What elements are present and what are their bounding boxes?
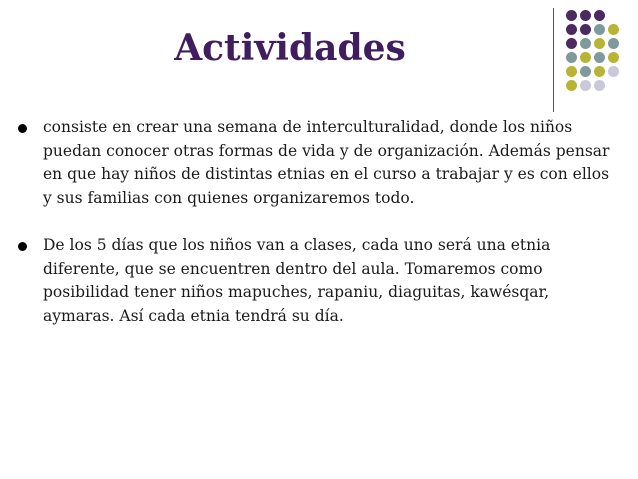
decorative-dot <box>566 66 577 77</box>
decorative-dot <box>594 80 605 91</box>
decorative-dot <box>594 66 605 77</box>
decorative-dot <box>594 38 605 49</box>
decorative-dot <box>580 66 591 77</box>
title-divider-line <box>553 8 554 112</box>
list-item <box>18 234 618 328</box>
decorative-dot <box>608 66 619 77</box>
decorative-dot <box>580 52 591 63</box>
decorative-dot <box>580 24 591 35</box>
decorative-dot <box>594 10 605 21</box>
bullet-text: De los 5 días que los niños van a clases, cada uno será una etnia diferente, que se encuentren dentro del aula. Tomaremos como posibilidad tener niños mapuches, rapaniu, diaguitas, kawésqar, aymaras. Así cada etnia tendrá su día. <box>43 236 551 325</box>
decorative-dot <box>566 38 577 49</box>
bullet-icon <box>18 124 27 133</box>
slide-title: Actividades <box>174 27 406 69</box>
bullet-list <box>18 116 618 352</box>
decorative-dot <box>580 38 591 49</box>
decorative-dot <box>566 80 577 91</box>
list-item <box>18 116 618 210</box>
decorative-dot <box>594 24 605 35</box>
decorative-dot <box>580 80 591 91</box>
decorative-dot <box>594 52 605 63</box>
bullet-icon <box>18 242 27 251</box>
decorative-dot <box>608 24 619 35</box>
decorative-dot <box>566 52 577 63</box>
decorative-dot <box>580 10 591 21</box>
decorative-dot <box>566 10 577 21</box>
decorative-dot <box>608 52 619 63</box>
decorative-dot <box>608 38 619 49</box>
decorative-dot <box>566 24 577 35</box>
bullet-text: consiste en crear una semana de interculturalidad, donde los niños puedan conocer otras formas de vida y de organización. Además pensar en que hay niños de distintas etnias en el curso a trabajar y es con ellos y sus familias con quienes organizaremos todo. <box>43 118 610 207</box>
